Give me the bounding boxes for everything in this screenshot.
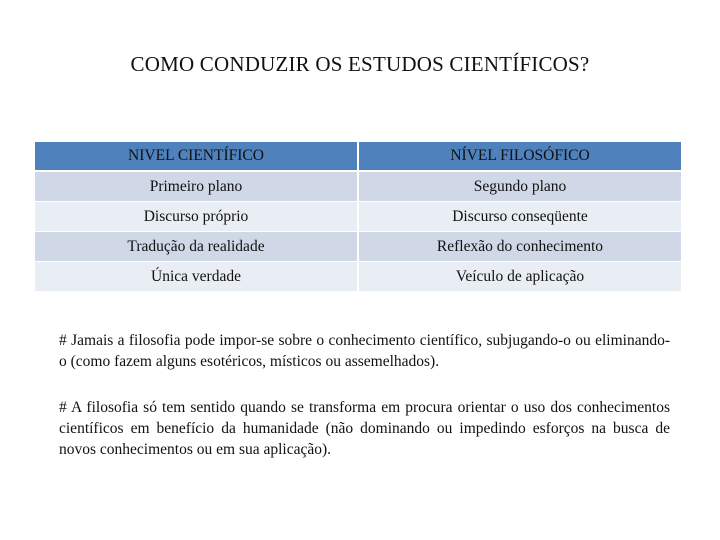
table-cell: Primeiro plano [35,171,358,202]
table-cell: Tradução da realidade [35,232,358,262]
note-paragraph-1: # Jamais a filosofia pode impor-se sobre o conhecimento científico, subjugando-o ou eliminando-o (como fazem alguns esotéricos, místicos ou assemelhados). [59,332,670,370]
table-cell: Discurso conseqüente [358,202,681,232]
table-row [35,232,681,262]
table-row [35,262,681,292]
table-row [35,171,681,202]
table-cell: Segundo plano [358,171,681,202]
comparison-table [35,142,681,291]
slide-title: COMO CONDUZIR OS ESTUDOS CIENTÍFICOS? [130,52,590,76]
header-cell-scientific: NIVEL CIENTÍFICO [35,142,358,171]
table-row [35,202,681,232]
table-header-row [35,142,681,171]
note-paragraph-2: # A filosofia só tem sentido quando se transforma em procura orientar o uso dos conhecimentos científicos em benefício da humanidade (não dominando ou impedindo esforços na busca de novos conhecimentos ou em sua aplicação). [59,399,670,458]
header-cell-philosophical: NÍVEL FILOSÓFICO [358,142,681,171]
table-cell: Veículo de aplicação [358,262,681,292]
table-cell: Reflexão do conhecimento [358,232,681,262]
table-cell: Única verdade [35,262,358,292]
table-cell: Discurso próprio [35,202,358,232]
